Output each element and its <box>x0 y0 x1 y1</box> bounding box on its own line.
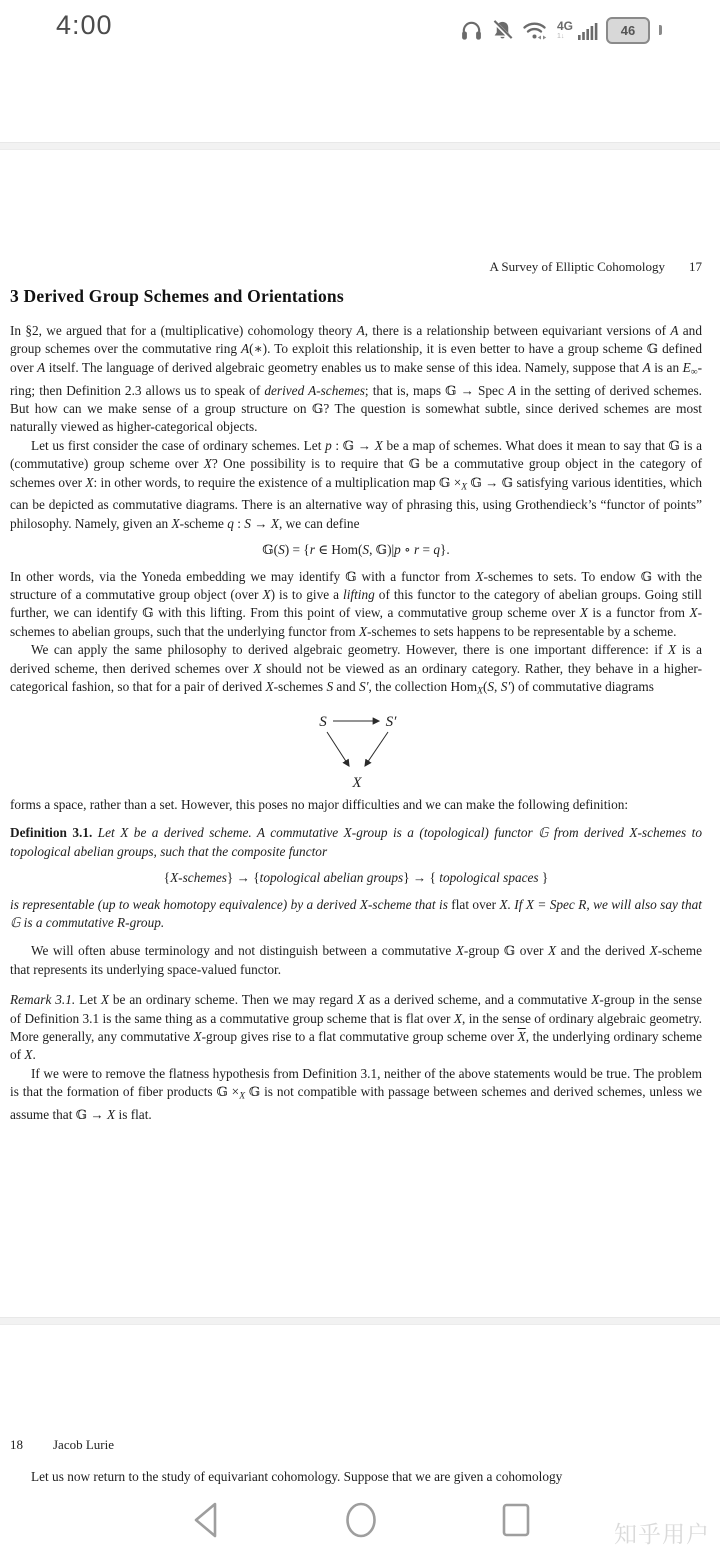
diagram-arrow-s-to-x <box>327 732 349 766</box>
page18-first-paragraph <box>10 1468 702 1486</box>
commutative-diagram <box>281 709 431 791</box>
page-separator-top <box>0 142 720 150</box>
wifi-icon <box>522 19 549 42</box>
paragraph: We will often abuse terminology and not distinguish between a commutative X-group 𝔾 over X and the derived X-scheme that represents its underlying space-valued functor. <box>10 943 703 977</box>
running-header-page18 <box>10 1437 114 1453</box>
back-button[interactable] <box>191 1500 221 1540</box>
running-header-page17 <box>490 259 703 275</box>
text-block-upper <box>10 322 702 701</box>
paragraph: Let us now return to the study of equivariant cohomology. Suppose that we are given a cohomology <box>31 1469 563 1484</box>
clock: 4:00 <box>56 10 113 40</box>
running-header-title: A Survey of Elliptic Cohomology <box>489 259 665 274</box>
display-formula: {X-schemes} → {topological abelian groups} → { topological spaces } <box>163 870 549 886</box>
display-formula: 𝔾(S) = {r ∈ Hom(S, 𝔾)|p ∘ r = q}. <box>262 542 450 558</box>
battery-nub <box>659 25 662 35</box>
page-number-17: 17 <box>689 259 702 274</box>
recents-button[interactable] <box>501 1500 531 1540</box>
paragraph: is representable (up to weak homotopy equivalence) by a derived X-scheme that is flat over X. If X = Spec R, we will also say that 𝔾 is a commutative R-group. <box>10 896 702 930</box>
paragraph: Remark 3.1. Let X be an ordinary scheme. Then we may regard X as a derived scheme, and a commutative X-group in the sense of Definition 3.1 is the same thing as a commutative group scheme that is flat over X, in the sense of ordinary algebraic geometry. More generally, any commutative X-group gives rise to a flat commutative group scheme over $\overline{X}$, the underlying ordinary scheme of X. <box>10 992 703 1063</box>
status-bar <box>0 0 720 60</box>
paragraph: We can apply the same philosophy to derived algebraic geometry. However, there is one important difference: if X is a derived scheme, then derived schemes over X should not be viewed as an ordinary category. Rather, they behave in a higher-categorical fashion, so that for a pair of derived X-schemes S and S′, the collection HomX(S, S′) of commutative diagrams <box>10 642 703 697</box>
status-icons <box>460 15 662 45</box>
home-button[interactable] <box>344 1500 378 1540</box>
text-block-lower <box>10 796 702 1124</box>
headphones-icon <box>460 19 483 42</box>
paragraph: Let us first consider the case of ordinary schemes. Let p : 𝔾 → X be a map of schemes. What does it mean to say that 𝔾 is a (commutative) group scheme over X? One possibility is to require that 𝔾 be a commutative group object in the category of schemes over X: in other words, to require the existence of a multiplication map 𝔾 ×X 𝔾 → 𝔾 satisfying various identities, which can be depicted as commutative diagrams. There is an alternative way of phrasing this, using Grothendieck’s “functor of points” philosophy. Namely, given an X-scheme q : S → X, we can define <box>10 437 703 531</box>
page-number-18: 18 <box>10 1437 23 1452</box>
paragraph: Definition 3.1. Let X be a derived scheme. A commutative X-group is a (topological) functor 𝔾 from derived X-schemes to topological abelian groups, such that the composite functor <box>10 825 703 859</box>
network-type-indicator <box>557 20 573 40</box>
diagram-node-x: X <box>352 774 362 791</box>
signal-bars-icon <box>578 20 598 41</box>
battery-icon <box>606 17 650 44</box>
section-title: 3 Derived Group Schemes and Orientations <box>10 286 344 306</box>
notifications-muted-icon <box>491 19 514 42</box>
diagram-node-s-prime: S′ <box>385 713 397 730</box>
document-body[interactable] <box>10 322 702 1124</box>
paragraph: In other words, via the Yoneda embedding we may identify 𝔾 with a functor from X-schemes to sets. To endow 𝔾 with the structure of a commutative group object (over X) is to give a lifting of this functor to the category of abelian groups. Going still further, we can identify 𝔾 with this lifting. From this point of view, a commutative group scheme over X is a functor from X-schemes to abelian groups, such that the underlying functor from X-schemes to sets happens to be representable by a scheme. <box>10 568 702 639</box>
home-circle-icon <box>348 1504 375 1536</box>
network-type-label: 4G <box>556 19 573 33</box>
diagram-arrow-sprime-to-x <box>365 732 388 766</box>
paragraph: forms a space, rather than a set. However, this poses no major difficulties and we can make the following definition: <box>10 796 629 812</box>
recents-square-icon <box>504 1505 528 1535</box>
network-sub-label: 1↓ <box>556 33 565 40</box>
paragraph: In §2, we argued that for a (multiplicative) cohomology theory A, there is a relationship between equivariant versions of A and group schemes over the commutative ring A(∗). To exploit this relationship, it is even better to have a group scheme 𝔾 defined over A itself. The language of derived algebraic geometry enables us to make sense of this idea. Namely, suppose that A is an E∞-ring; then Definition 2.3 allows us to speak of derived A-schemes; that is, maps 𝔾 → Spec A in the setting of derived schemes. But how can we make sense of a group structure on 𝔾? The question is somewhat subtle, since derived schemes are most naturally viewed as higher-categorical objects. <box>10 323 703 435</box>
zhihu-watermark: 知乎用户 <box>614 1522 710 1548</box>
back-triangle-icon <box>196 1504 215 1536</box>
battery-level: 46 <box>620 22 636 38</box>
page-separator-middle <box>0 1317 720 1325</box>
navigation-bar <box>0 1490 720 1560</box>
paragraph: If we were to remove the flatness hypothesis from Definition 3.1, neither of the above statements would be true. The problem is that the formation of fiber products 𝔾 ×X 𝔾 is not compatible with passage between schemes and derived schemes, unless we assume that 𝔾 → X is flat. <box>10 1065 703 1122</box>
running-header-author: Jacob Lurie <box>53 1437 115 1452</box>
diagram-node-s: S <box>319 713 327 730</box>
